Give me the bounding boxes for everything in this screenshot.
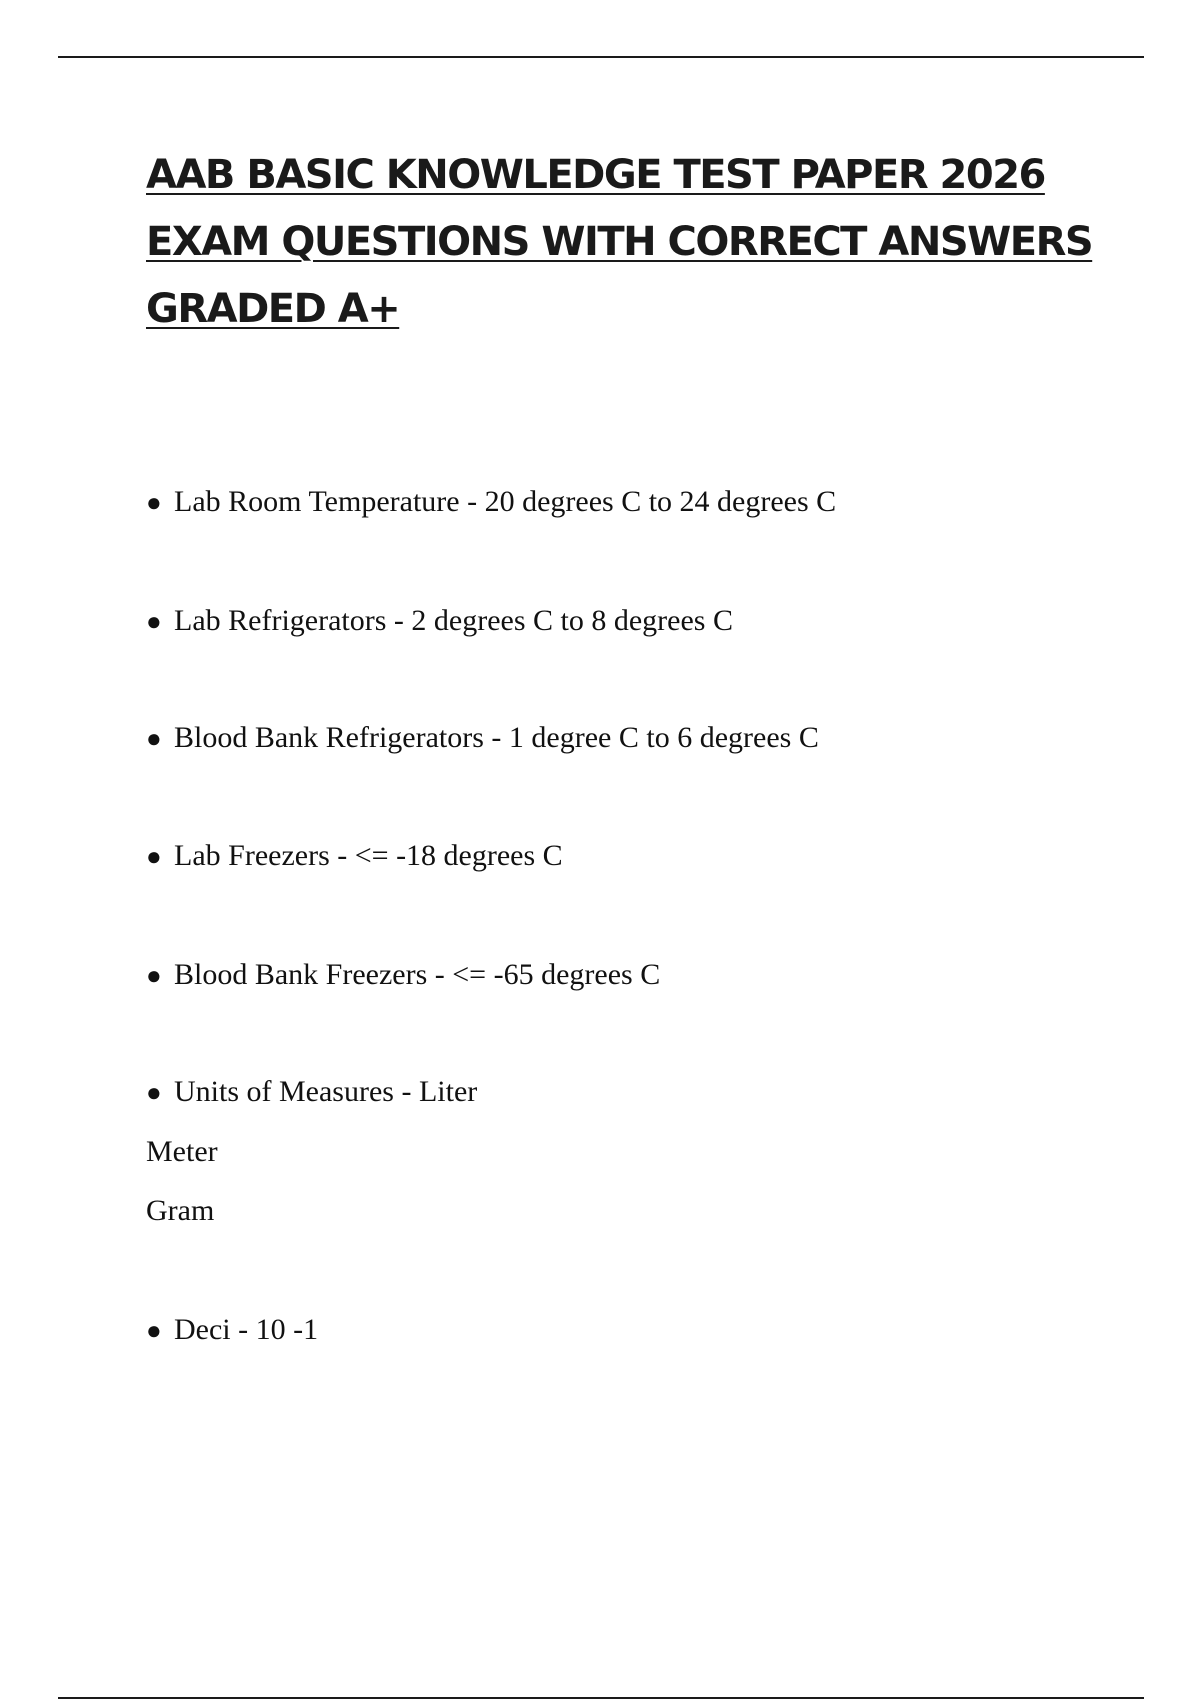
- list-item-text: Lab Room Temperature - 20 degrees C to 24 degrees C: [174, 485, 837, 518]
- list-item-text: Blood Bank Refrigerators - 1 degree C to 6 degrees C: [174, 721, 819, 754]
- list-item-units-of-measures: [146, 1074, 477, 1111]
- list-item-lab-refrigerators: [146, 603, 733, 640]
- top-rule: [58, 56, 1144, 58]
- bottom-rule: [58, 1697, 1144, 1699]
- list-item-text: Lab Freezers - <= -18 degrees C: [174, 839, 563, 872]
- bullet-icon: ●: [146, 724, 162, 753]
- bullet-icon: ●: [146, 1316, 162, 1345]
- bullet-icon: ●: [146, 488, 162, 517]
- list-item-blood-bank-freezers: [146, 957, 660, 994]
- list-item-lab-room-temperature: [146, 484, 836, 521]
- list-item-text: Units of Measures - Liter: [174, 1075, 478, 1108]
- list-item-deci: [146, 1312, 318, 1349]
- bullet-icon: ●: [146, 961, 162, 990]
- list-item-lab-freezers: [146, 838, 563, 875]
- document-title: [146, 142, 1106, 343]
- bullet-icon: ●: [146, 607, 162, 636]
- bullet-icon: ●: [146, 842, 162, 871]
- list-item-blood-bank-refrigerators: [146, 720, 819, 757]
- title-line-3: GRADED A+: [146, 286, 400, 332]
- list-item-text: Lab Refrigerators - 2 degrees C to 8 degrees C: [174, 604, 733, 637]
- list-item-text: Deci - 10 -1: [174, 1313, 319, 1346]
- list-item-text: Blood Bank Freezers - <= -65 degrees C: [174, 958, 661, 991]
- title-line-2: EXAM QUESTIONS WITH CORRECT ANSWERS: [146, 219, 1093, 265]
- title-line-1: AAB BASIC KNOWLEDGE TEST PAPER 2026: [146, 152, 1045, 198]
- list-item-continuation-meter: Meter: [146, 1135, 218, 1168]
- bullet-icon: ●: [146, 1078, 162, 1107]
- list-item-continuation-gram: Gram: [146, 1194, 215, 1227]
